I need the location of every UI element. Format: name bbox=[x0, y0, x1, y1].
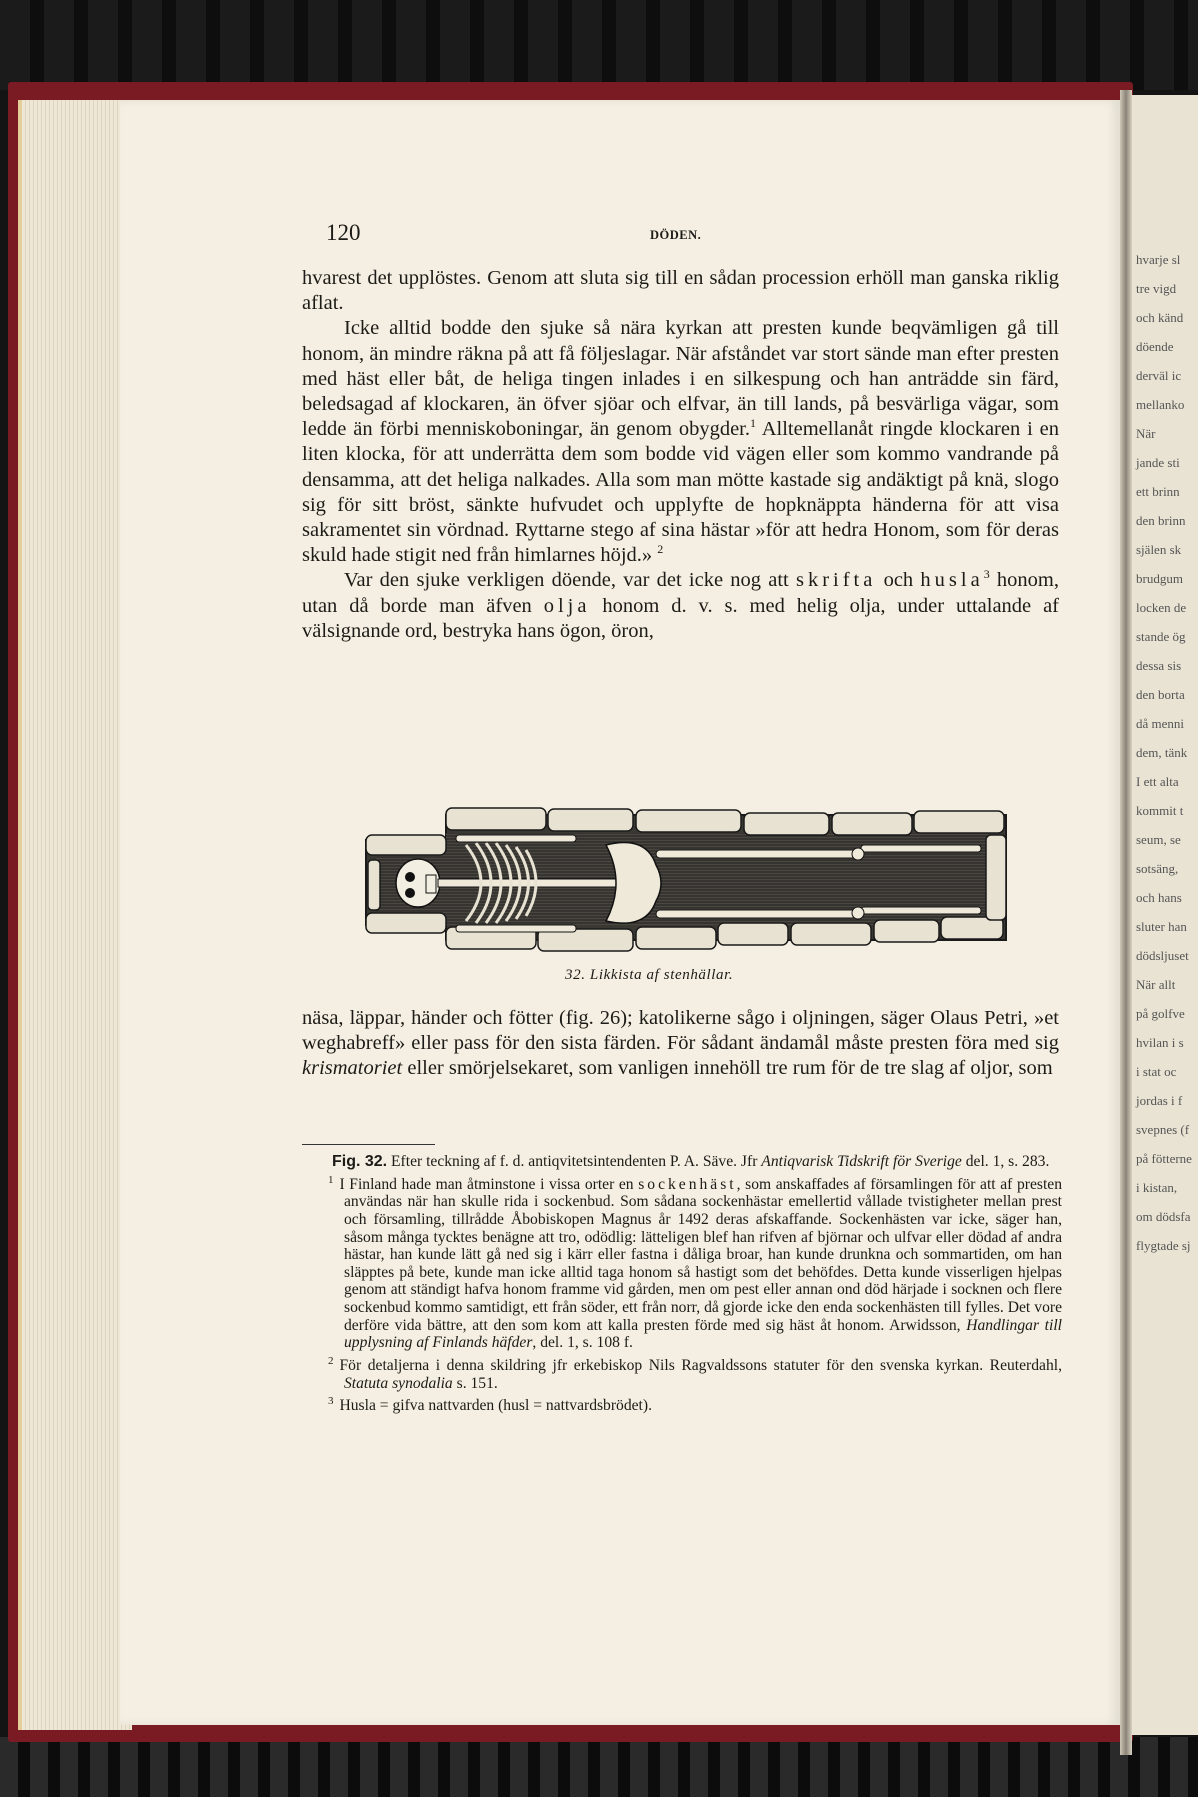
footnote-ref[interactable]: 3 bbox=[983, 567, 990, 582]
footnote-ref[interactable]: 2 bbox=[657, 542, 664, 557]
facing-page bbox=[1132, 95, 1198, 1735]
facing-page-fragment: den brinn bbox=[1136, 513, 1186, 528]
facing-page-fragment: dessa sis bbox=[1136, 658, 1182, 673]
facing-page-fragment: mellanko bbox=[1136, 397, 1185, 412]
book-gutter bbox=[1120, 90, 1132, 1755]
facing-page-fragment: dem, tänk bbox=[1136, 745, 1188, 760]
facing-page-fragment: tre vigd bbox=[1136, 281, 1177, 296]
facing-page-fragment: När allt bbox=[1136, 977, 1176, 992]
main-text bbox=[302, 266, 1059, 644]
facing-page-fragment: om dödsfa bbox=[1136, 1209, 1191, 1224]
main-text-continued bbox=[302, 1006, 1059, 1082]
skeleton-coffin-illustration bbox=[346, 805, 1023, 955]
facing-page-fragment: jordas i f bbox=[1136, 1093, 1183, 1108]
facing-page-fragment: När bbox=[1136, 426, 1156, 441]
facing-page-fragment: flygtade sj bbox=[1136, 1238, 1191, 1253]
facing-page-fragment: och hans bbox=[1136, 890, 1182, 905]
figure-caption: 32. Likkista af stenhällar. bbox=[565, 967, 734, 983]
facing-page-fragment: döende bbox=[1136, 339, 1174, 354]
facing-page-fragment: locken de bbox=[1136, 600, 1187, 615]
facing-page-fragment: på fötterne bbox=[1136, 1151, 1192, 1166]
footnotes bbox=[302, 1153, 1062, 1416]
facing-page-fragment: på golfve bbox=[1136, 1006, 1185, 1021]
facing-page-fragment: seum, se bbox=[1136, 832, 1181, 847]
facing-page-fragment: svepnes (f bbox=[1136, 1122, 1190, 1137]
footnote-2: $^2$ För detaljerna i denna skildring jfr erkebiskop Nils Ragvaldssons statuter för den svenska kyrkan. Reuterdahl, Statuta synodalia s. 151. bbox=[328, 1354, 1062, 1392]
facing-page-fragment: derväl ic bbox=[1136, 368, 1182, 383]
facing-page-fragment: I ett alta bbox=[1136, 774, 1179, 789]
facing-page-fragment: och känd bbox=[1136, 310, 1184, 325]
facing-page-fragment: dödsljuset bbox=[1136, 948, 1189, 963]
page-edges bbox=[18, 100, 132, 1730]
footnote-ref[interactable]: 1 bbox=[750, 416, 756, 431]
paragraph: näsa, läppar, händer och fötter (fig. 26); katolikerne sågo i oljningen, säger Olaus Petri, »et weghabreff» eller pass för den sista färden. För sådant ändamål måste presten föra med sig krismatoriet eller smörjelsekaret, som vanligen innehöll tre rum för de tre slag af oljor, som bbox=[302, 1007, 1059, 1080]
footnote-1: $^1$ I Finland hade man åtminstone i vissa orter en sockenhäst, som anskaffades af församlingen för att af presten användas när han skulle rida i sockenbud. Som sådana sockenhästar emellertid vållade tvistigheter mellan prest och församling, tillrådde Åbobiskopen Magnus år 1492 deras afskaffande. Sockenhästen var icke, säger han, såsom många tycktes benägne att tro, odödlig: lätteligen blef han rifven af björnar och ulfvar eller dödad af andra hästar, han kunde lätt gå ned sig i kärr eller fastna i dåliga broar, han kunde drunkna och sommartiden, om han släpptes på bete, kunde man icke alltid taga honom så hastigt som det behöfdes. Detta kunde visserligen hjelpas genom att ständigt hafva honom framme vid gården, men om pest eller annan ond död härjade i socknen och flere sockenbud kommo samtidigt, ett från söder, ett från norr, då gjorde icke den enda sockenhästen till fylles. Det vore derföre vida bättre, att den som kom att kalla presten förde med sig häst åt honom. Arwidsson, Handlingar till upplysning af Finlands häfder, del. 1, s. 108 f. bbox=[328, 1173, 1062, 1352]
facing-page-fragment: sotsäng, bbox=[1136, 861, 1179, 876]
facing-page-fragment: hvilan i s bbox=[1136, 1035, 1184, 1050]
facing-page-fragment: kommit t bbox=[1136, 803, 1184, 818]
page-header bbox=[326, 220, 1056, 250]
footnote-3: $^3$ Husla = gifva nattvarden (husl = nattvardsbrödet). bbox=[328, 1395, 652, 1415]
paragraph: Icke alltid bodde den sjuke så nära kyrkan att presten kunde beqvämligen gå till honom, än mindre räkna på att få följeslagar. När afståndet var stort sände man efter presten med häst eller båt, de heliga tingen inlades i en silkespung och han anträdde sin färd, beledsagad af klockaren, än öfver sjöar och elfvar, än till lands, på besvärliga vägar, som ledde än förbi menniskoboningar, än genom obygder.$^1$ Alltemellanåt ringde klockaren i en liten klocka, för att underrätta dem som bodde vid vägen eller som kommo vandrande på densamma, att det heliga nalkades. Alla som man mötte kastade sig andäktigt på knä, slogo sig för sitt bröst, sänkte hufvudet och upplyfte de hopknäppta händerna för att visa sakramentet sin vördnad. Ryttarne stego af sina hästar »för att hedra Honom, som för deras skuld hade stigit ned från himlarnes höjd.» $^2$ bbox=[302, 317, 1059, 567]
facing-page-fragment: brudgum bbox=[1136, 571, 1183, 586]
paragraph: hvarest det upplöstes. Genom att sluta sig till en sådan procession erhöll man ganska riklig aflat. bbox=[302, 267, 1059, 315]
facing-page-fragment: den borta bbox=[1136, 687, 1185, 702]
background-top bbox=[0, 0, 1198, 90]
facing-page-fragment: stande ög bbox=[1136, 629, 1186, 644]
facing-page-fragment: jande sti bbox=[1136, 455, 1180, 470]
figure-note: Fig. 32. Efter teckning af f. d. antiqvitetsintendenten P. A. Säve. Jfr Antiqvarisk Tidskrift för Sverige del. 1, s. 283. bbox=[332, 1153, 1050, 1170]
facing-page-fragment: själen sk bbox=[1136, 542, 1182, 557]
facing-page-fragment: i kistan, bbox=[1136, 1180, 1178, 1195]
facing-page-fragment: hvarje sl bbox=[1136, 252, 1181, 267]
page-number: 120 bbox=[326, 220, 361, 245]
paragraph: Var den sjuke verkligen döende, var det icke nog att skrifta och husla$^3$ honom, utan då borde man äfven olja honom d. v. s. med helig olja, under uttalande af välsignande ord, bestryka hans ögon, öron, bbox=[302, 567, 1060, 642]
footnote-divider bbox=[302, 1144, 435, 1145]
background-bottom bbox=[0, 1737, 1198, 1797]
facing-page-fragment: i stat oc bbox=[1136, 1064, 1177, 1079]
running-head: DÖDEN. bbox=[650, 228, 702, 242]
facing-page-fragment: då menni bbox=[1136, 716, 1185, 731]
facing-page-fragment: ett brinn bbox=[1136, 484, 1180, 499]
facing-page-fragment: sluter han bbox=[1136, 919, 1187, 934]
skeleton-icon bbox=[346, 805, 1023, 955]
